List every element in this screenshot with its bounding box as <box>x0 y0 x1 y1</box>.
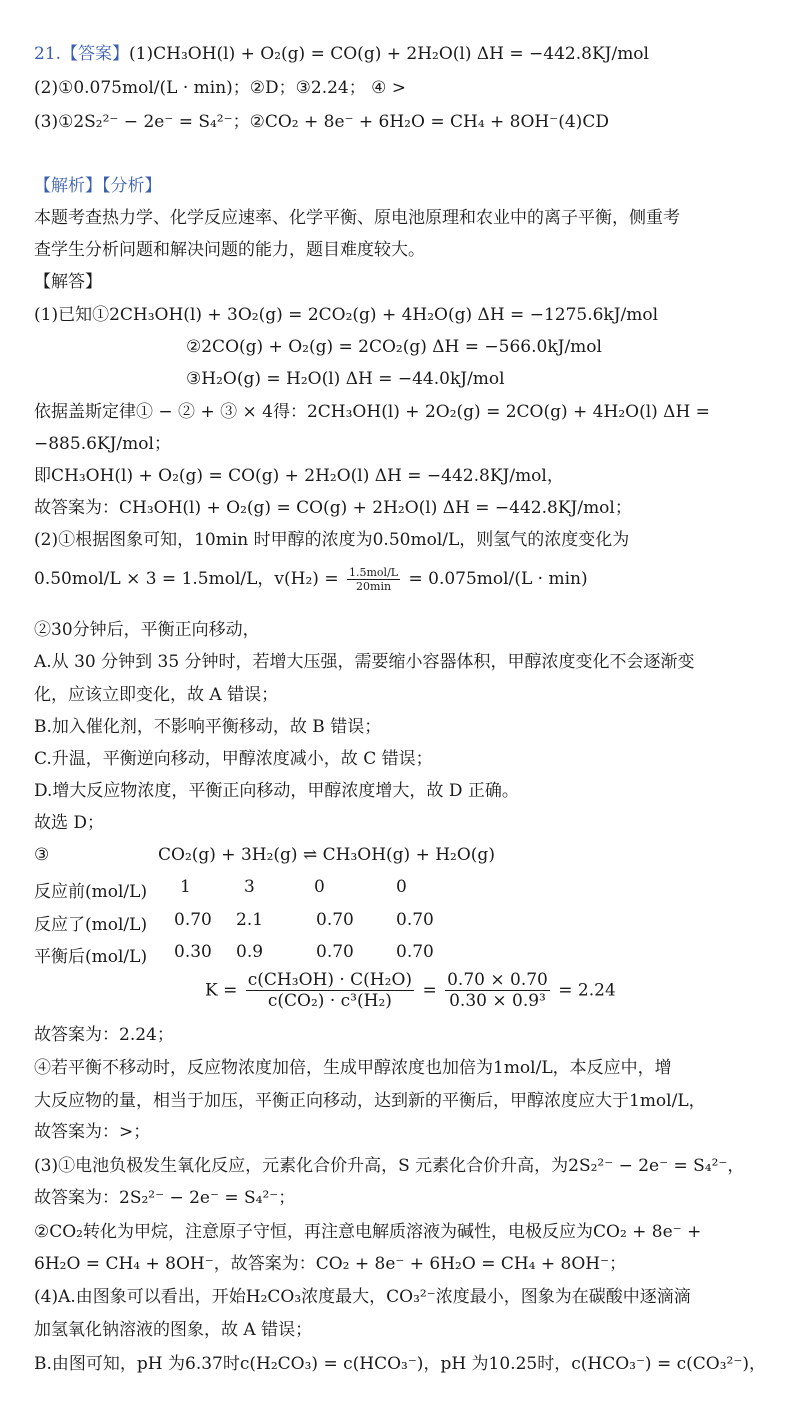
part2-line-1: (2)①根据图象可知，10min 时甲醇的浓度为0.50mol/L，则氢气的浓度变化为 <box>34 530 630 550</box>
part2-line-4: A.从 30 分钟到 35 分钟时，若增大压强，需要缩小容器体积，甲醇浓度变化不会逐渐变 <box>34 652 695 672</box>
answer-line-3: (3)①2S₂²⁻ − 2e⁻ = S₄²⁻；②CO₂ + 8e⁻ + 6H₂O = CH₄ + 8OH⁻(4)CD <box>34 112 609 132</box>
part1-line-1: (1)已知①2CH₃OH(l) + 3O₂(g) = 2CO₂(g) + 4H₂O(g) ΔH = −1275.6kJ/mol <box>34 305 659 325</box>
table-row-label: 反应了(mol/L) <box>34 915 148 935</box>
k-numerator-numeric: 0.70 × 0.70 <box>447 970 548 990</box>
rate-fraction <box>347 566 400 593</box>
answer-line-2: (2)①0.075mol/(L · min)；②D；③2.24； ④ > <box>34 78 407 98</box>
k-denominator-numeric: 0.30 × 0.9³ <box>449 991 546 1012</box>
table-label: ③ <box>34 845 50 865</box>
answer-tag: 【答案】 <box>61 44 130 64</box>
table-cell: 1 <box>180 877 191 897</box>
table-cell: 0.30 <box>174 942 212 962</box>
part2-line-3: ②30分钟后，平衡正向移动， <box>34 620 260 640</box>
rate-numerator: 1.5mol/L <box>349 566 399 579</box>
table-row-label: 反应前(mol/L) <box>34 882 148 902</box>
part3-line-2: 故答案为：2S₂²⁻ − 2e⁻ = S₄²⁻； <box>34 1188 296 1208</box>
part2-line-2 <box>34 566 588 593</box>
question-number: 21. <box>34 44 62 64</box>
table-cell: 0.70 <box>316 942 354 962</box>
rate-denominator: 20min <box>356 580 392 594</box>
part2-line-6: B.加入催化剂，不影响平衡移动，故 B 错误； <box>34 717 382 737</box>
part2-line-9: 故选 D； <box>34 813 105 833</box>
part1-line-5: −885.6KJ/mol； <box>34 434 171 454</box>
k-lhs: K = <box>205 980 238 1001</box>
part4-line-1: (4)A.由图象可以看出，开始H₂CO₃浓度最大，CO₃²⁻浓度最小，图象为在碳酸中逐滴滴 <box>34 1287 691 1307</box>
part4-line-3: B.由图可知，pH 为6.37时c(H₂CO₃) = c(HCO₃⁻)，pH 为10.25时，c(HCO₃⁻) = c(CO₃²⁻)， <box>34 1354 766 1374</box>
part2b-line-3: 大反应物的量，相当于加压，平衡正向移动，达到新的平衡后，甲醇浓度应大于1mol/L， <box>34 1091 706 1111</box>
part4-line-2: 加氢氧化钠溶液的图象，故 A 错误； <box>34 1320 313 1340</box>
table-cell: 0.70 <box>396 942 434 962</box>
part1-line-7: 故答案为：CH₃OH(l) + O₂(g) = CO(g) + 2H₂O(l) ΔH = −442.8KJ/mol； <box>34 498 632 518</box>
part2b-line-2: ④若平衡不移动时，反应物浓度加倍，生成甲醇浓度也加倍为1mol/L，本反应中，增 <box>34 1058 672 1078</box>
solve-tag: 【解答】 <box>34 272 102 292</box>
rate-expression-right: = 0.075mol/(L · min) <box>408 569 588 590</box>
table-cell: 2.1 <box>236 910 264 930</box>
part1-line-4: 依据盖斯定律① − ② + ③ × 4得：2CH₃OH(l) + 2O₂(g) = 2CO(g) + 4H₂O(l) ΔH = <box>34 402 710 422</box>
part2-line-8: D.增大反应物浓度，平衡正向移动，甲醇浓度增大，故 D 正确。 <box>34 781 519 801</box>
table-cell: 0.9 <box>236 942 264 962</box>
k-fraction-numeric <box>445 970 550 1012</box>
analysis-paragraph-2: 查学生分析问题和解决问题的能力，题目难度较大。 <box>34 240 425 260</box>
part2b-line-1: 故答案为：2.24； <box>34 1025 174 1045</box>
part3-line-1: (3)①电池负极发生氧化反应，元素化合价升高，S 元素化合价升高，为2S₂²⁻ − 2e⁻ = S₄²⁻， <box>34 1156 745 1176</box>
part3-line-3: ②CO₂转化为甲烷，注意原子守恒，再注意电解质溶液为碱性，电极反应为CO₂ + 8e⁻ + <box>34 1222 702 1242</box>
part1-line-6: 即CH₃OH(l) + O₂(g) = CO(g) + 2H₂O(l) ΔH = −442.8KJ/mol， <box>34 466 564 486</box>
table-row-label: 平衡后(mol/L) <box>34 947 148 967</box>
part2-line-7: C.升温，平衡逆向移动，甲醇浓度减小，故 C 错误； <box>34 749 433 769</box>
table-cell: 0 <box>396 877 407 897</box>
part2b-line-4: 故答案为：>； <box>34 1122 151 1142</box>
k-formula: K = $\frac{\text{c(CH₃OH) · C(H₂O)}}{\text{c(CO₂) · c³(H₂)}}$ = $\frac{0.70 \times 0.70}{\text{0.30 × 0.9³}}$ = 2.24 <box>205 970 616 1012</box>
k-numerator-symbolic: c(CH₃OH) · C(H₂O) <box>247 970 413 990</box>
part3-line-4: 6H₂O = CH₄ + 8OH⁻，故答案为：CO₂ + 8e⁻ + 6H₂O = CH₄ + 8OH⁻； <box>34 1254 627 1274</box>
k-denominator-symbolic: c(CO₂) · c³(H₂) <box>267 991 392 1012</box>
rate-expression-left: 0.50mol/L × 3 = 1.5mol/L，v(H₂) = <box>34 569 339 590</box>
analysis-paragraph-1: 本题考查热力学、化学反应速率、化学平衡、原电池原理和农业中的离子平衡，侧重考 <box>34 208 680 228</box>
k-fraction-symbolic <box>246 970 414 1012</box>
answer-text-1: (1)CH₃OH(l) + O₂(g) = CO(g) + 2H₂O(l) ΔH = −442.8KJ/mol <box>129 44 649 64</box>
k-result: = 2.24 <box>558 980 616 1001</box>
table-cell: 0.70 <box>316 910 354 930</box>
part1-line-2: ②2CO(g) + O₂(g) = 2CO₂(g) ΔH = −566.0kJ/mol <box>186 337 602 357</box>
part2-line-5: 化，应该立即变化，故 A 错误； <box>34 685 279 705</box>
answer-line-1 <box>34 44 649 64</box>
table-cell: 0.70 <box>174 910 212 930</box>
table-cell: 0 <box>314 877 325 897</box>
analysis-tags: 【解析】【分析】 <box>34 176 162 196</box>
table-equation: CO₂(g) + 3H₂(g) ⇌ CH₃OH(g) + H₂O(g) <box>158 845 495 865</box>
table-cell: 0.70 <box>396 910 434 930</box>
part1-line-3: ③H₂O(g) = H₂O(l) ΔH = −44.0kJ/mol <box>186 369 505 389</box>
table-cell: 3 <box>244 877 255 897</box>
